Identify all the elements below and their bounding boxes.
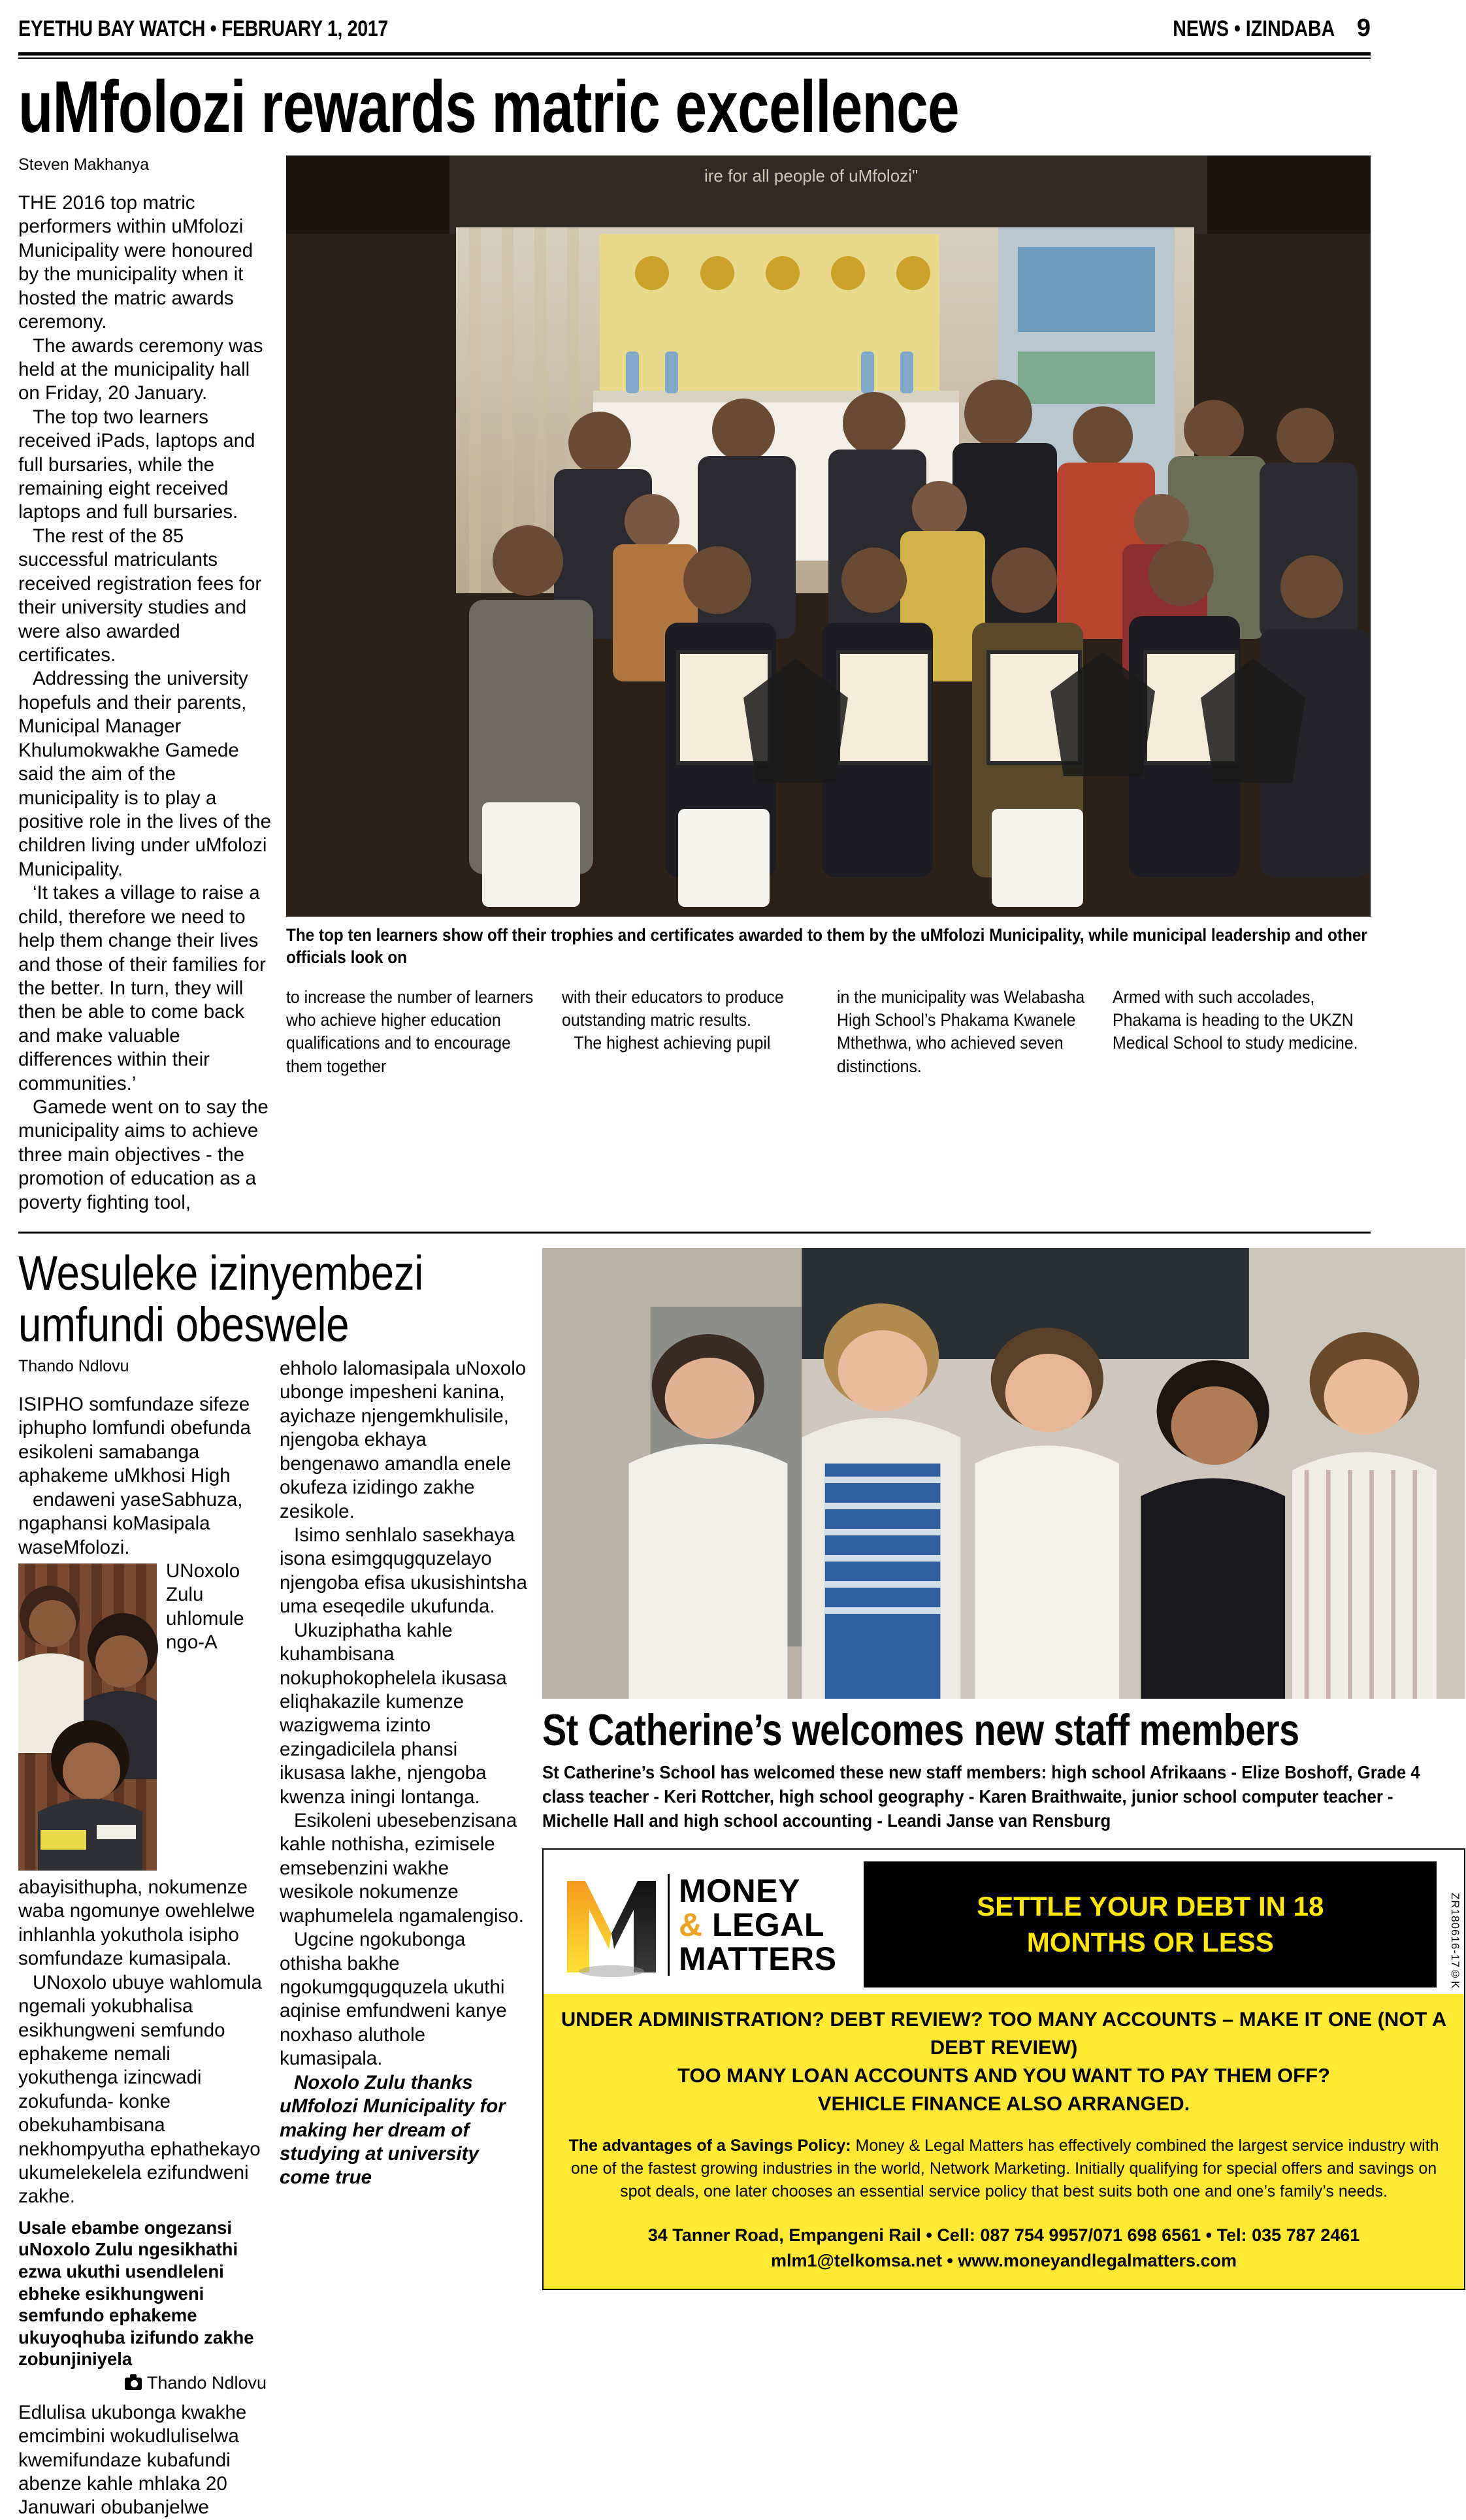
- article2-photo-credit: [18, 2373, 267, 2393]
- jump-para: with their educators to produce outstanding matric results.: [561, 987, 784, 1030]
- ad-banner-line2: MONTHS OR LESS: [1026, 1926, 1274, 1957]
- lower-section: [18, 1246, 1462, 2520]
- article1-photo-caption: The top ten learners show off their trophies and certificates awarded to them by the uMfolozi Municipality, while municipal leadership and other officials look on: [286, 925, 1367, 967]
- page-number: 9: [1356, 14, 1371, 42]
- article2-byline: Thando Ndlovu: [18, 1357, 129, 1376]
- article1-para: The top two learners received iPads, laptops and full bursaries, while the remaining eight received laptops and full bursaries.: [18, 406, 255, 523]
- ad-contact-line1: 34 Tanner Road, Empangeni Rail • Cell: 087 754 9957/071 698 6561 • Tel: 035 787 2461: [647, 2225, 1360, 2246]
- article2-para: endaweni yaseSabhuza, ngaphansi koMasipala waseMfolozi.: [18, 1488, 243, 1558]
- group-photo-graphic: [286, 155, 1371, 917]
- ad-logo-line2-wrap: [679, 1908, 836, 1942]
- ad-logo-words: [668, 1874, 836, 1976]
- jump-column: [837, 986, 1096, 1078]
- article1-right: [286, 155, 1371, 1215]
- article2-para: Isimo senhlalo sasekhaya isona esimgqugquzelayo njengoba efisa ukusishintsha uma eseqedile ukufunda.: [280, 1524, 527, 1618]
- advertisement[interactable]: [542, 1848, 1465, 2290]
- jump-para: The highest achieving pupil: [573, 1033, 770, 1053]
- article2-para: UNoxolo Zulu uhlomule ngo-A abayisithupha, nokumenze waba ngomunye owehlelwe inhlanhla yokuthola isipho somfundaze kumasipala.: [18, 1560, 255, 1970]
- masthead: [18, 14, 1371, 48]
- article2-para: Edlulisa ukubonga kwakhe emcimbini wokudluliselwa kwemifundaze kubafundi abenze kahle mhlaka 20 Januwari obubanjelwe: [18, 2401, 247, 2519]
- article2: [18, 1248, 528, 2520]
- ad-banner-line1: SETTLE YOUR DEBT IN 18: [977, 1891, 1324, 1922]
- ad-yellow-line1: UNDER ADMINISTRATION? DEBT REVIEW? TOO MANY ACCOUNTS – MAKE IT ONE (NOT A DEBT REVIEW): [561, 2008, 1447, 2059]
- article1-column-1: [18, 155, 273, 1215]
- ad-top: [544, 1850, 1464, 1994]
- jump-column: [1113, 986, 1371, 1078]
- article2-column-2: [280, 1357, 528, 2520]
- masthead-rule: [18, 52, 1371, 59]
- article1-para: The rest of the 85 successful matriculants received registration fees for their university studies and were also awarded certificates.: [18, 525, 262, 666]
- article2-inset-photo: [18, 1563, 157, 1871]
- ad-logo-line2: LEGAL: [712, 1906, 824, 1943]
- ad-contact: [558, 2223, 1450, 2273]
- ad-paragraph: [558, 2135, 1450, 2203]
- ad-code: ZR180616-17©K: [1449, 1893, 1462, 1989]
- article2-columns: [18, 1357, 528, 2520]
- ad-yellow-panel: [544, 1994, 1464, 2289]
- ad-paragraph-lead: The advantages of a Savings Policy:: [568, 2136, 851, 2155]
- article1-para: The awards ceremony was held at the municipality hall on Friday, 20 January.: [18, 335, 263, 404]
- article1-headline-wrap: [18, 66, 1371, 148]
- article3-headline: St Catherine’s welcomes new staff members: [542, 1705, 1299, 1756]
- ad-yellow-line3: VEHICLE FINANCE ALSO ARRANGED.: [817, 2091, 1190, 2115]
- camera-icon: [125, 2378, 142, 2390]
- jump-para: in the municipality was Welabasha High School’s Phakama Kwanele Mthethwa, who achieved seven distinctions.: [837, 987, 1085, 1076]
- article2-para: ISIPHO somfundaze sifeze iphupho lomfundi obefunda esikoleni samabanga aphakeme uMkhosi High: [18, 1394, 251, 1487]
- staff-photo-graphic: [542, 1248, 1465, 1699]
- ad-yellow-line2: TOO MANY LOAN ACCOUNTS AND YOU WANT TO PAY THEM OFF?: [677, 2063, 1330, 2087]
- ad-contact-line2[interactable]: mlm1@telkomsa.net • www.moneyandlegalmatters.com: [771, 2250, 1237, 2270]
- article2-column-1: [18, 1357, 267, 2520]
- jump-para: Armed with such accolades, Phakama is heading to the UKZN Medical School to study medicine.: [1112, 987, 1358, 1053]
- article1-para: THE 2016 top matric performers within uMfolozi Municipality were honoured by the municipality when it hosted the matric awards ceremony.: [18, 192, 253, 333]
- ampersand-icon: &: [679, 1906, 703, 1943]
- article2-inset-caption: Usale ebambe ongezansi uNoxolo Zulu ngesikhathi ezwa ukuthi usendleleni ebheke esikhungweni semfundo ephakeme ukuyoqhuba izifundo zakhe zobunjiniyela: [18, 2217, 254, 2370]
- article1-para: Addressing the university hopefuls and their parents, Municipal Manager Khulumokwakhe Gamede said the aim of the municipality is to play a positive role in the lives of the children living under uMfolozi Municipality.: [18, 668, 271, 880]
- jump-column: [562, 986, 821, 1078]
- article1-jump-columns: [286, 986, 1371, 1078]
- article2-headline: Wesuleke izinyembezi umfundi obeswele: [18, 1246, 423, 1352]
- jump-column: [286, 986, 545, 1078]
- article2-para: ehholo lalomasipala uNoxolo ubonge impesheni kanina, ayichaze njengemkhulisile, njengoba ekhaya bengenawo amandla enele okufeza izidingo zakhe zesikole.: [280, 1358, 527, 1522]
- article1-para: ‘It takes a village to raise a child, therefore we need to help them change their lives and those of their families for the better. In turn, they will then be able to come back and make valuable differences within their communities.’: [18, 882, 266, 1094]
- article2-closing-italic: Noxolo Zulu thanks uMfolozi Municipality for making her dream of studying at university come true: [280, 2071, 506, 2189]
- section-title: NEWS • IZINDABA: [1172, 16, 1335, 41]
- article3-photo: [542, 1248, 1465, 1699]
- article1: [18, 155, 1371, 1215]
- jump-para: to increase the number of learners who achieve higher education qualifications and to encourage them together: [286, 987, 534, 1076]
- ad-logo: [554, 1874, 836, 1976]
- article1-byline: Steven Makhanya: [18, 155, 150, 174]
- article-separator-rule: [18, 1232, 1371, 1234]
- ad-logo-line3: MATTERS: [679, 1940, 837, 1977]
- ad-paragraph-rest: Money & Legal Matters has effectively combined the largest service industry with one of the fastest growing industries in the world, Network Marketing. Initially qualifying for special offers and savings on spot deals, one later chooses an essential service policy that best suits both one and one’s family’s needs.: [570, 2136, 1439, 2201]
- article2-para: Esikoleni ubesebenzisana kahle nothisha, ezimisele emsebenzini wakhe wesikole nokumenze waphumelela ngamalengiso.: [280, 1810, 524, 1927]
- publication-title: EYETHU BAY WATCH • FEBRUARY 1, 2017: [18, 16, 388, 41]
- svg-text:ire for all people of uMfolozi: ire for all people of uMfolozi": [704, 166, 919, 186]
- article3-body: St Catherine’s School has welcomed these new staff members: high school Afrikaans - Elize Boshoff, Grade 4 class teacher - Keri Rottcher, high school geography - Karen Braithwaite, junior school computer teacher - Michelle Hall and high school accounting - Leandi Janse van Rensburg: [542, 1761, 1420, 1831]
- article2-para: UNoxolo ubuye wahlomula ngemali yokubhalisa esikhungweni semfundo ephakeme nemali yokuthenga izincwadi zokufunda- konke obekuhambisana nekhompyutha ephathekayo ukumelekelela ezifundweni zakhe.: [18, 1971, 262, 2208]
- article1-photo: [286, 155, 1371, 917]
- photo-credit-name: Thando Ndlovu: [146, 2372, 267, 2393]
- ad-logo-line1: MONEY: [679, 1872, 800, 1909]
- right-column: [542, 1248, 1465, 2520]
- noxolo-photo-graphic: [18, 1563, 157, 1871]
- article1-headline: uMfolozi rewards matric excellence: [18, 66, 959, 148]
- m-logo-icon: [563, 1876, 660, 1974]
- ad-banner: [864, 1861, 1437, 1988]
- article2-para: Ukuziphatha kahle kuhambisana nokuphokophelela ikusasa eliqhakazile kumenze wazigwema izinto ezingadicilela phansi ikusasa lakhe, njengoba kwenza iningi lontanga.: [280, 1619, 507, 1808]
- masthead-right: [1142, 14, 1371, 42]
- article2-para: Ugcine ngokubonga othisha bakhe ngokumgqugquzela ukuthi aqinise emfundweni kanye noxhaso aluthole kumasipala.: [280, 1929, 507, 2070]
- article1-para: Gamede went on to say the municipality aims to achieve three main objectives - the promotion of education as a poverty fighting tool,: [18, 1096, 269, 1213]
